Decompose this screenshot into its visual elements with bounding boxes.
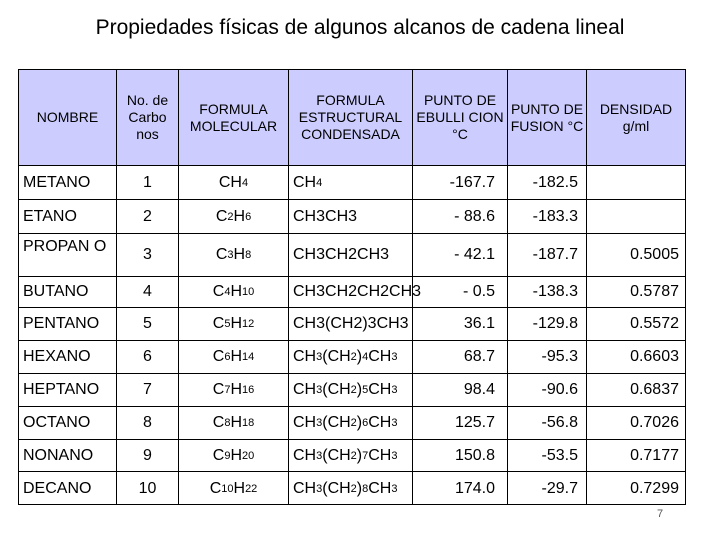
cell-densidad: 0.5005 — [587, 234, 685, 277]
cell-punto-ebullicion: -167.7 — [413, 166, 508, 200]
page-number: 7 — [656, 508, 664, 520]
cell-densidad: 0.6837 — [587, 374, 685, 407]
cell-formula-molecular: C 8 H 18 — [179, 407, 289, 440]
cell-nombre: BUTANO — [19, 277, 117, 308]
cell-densidad: 0.5787 — [587, 277, 685, 308]
cell-nombre: OCTANO — [19, 407, 117, 440]
cell-formula-molecular: C 4 H 10 — [179, 277, 289, 308]
cell-punto-ebullicion: 150.8 — [413, 440, 508, 472]
cell-formula-molecular: C 5 H 12 — [179, 308, 289, 341]
cell-nombre: ETANO — [19, 200, 117, 234]
cell-punto-ebullicion: 98.4 — [413, 374, 508, 407]
cell-nombre: HEXANO — [19, 341, 117, 374]
cell-nombre: PENTANO — [19, 308, 117, 341]
page-title: Propiedades físicas de algunos alcanos de cadena lineal — [95, 16, 625, 39]
cell-formula-estructural: CH3CH2CH3 — [289, 234, 413, 277]
cell-punto-fusion: -29.7 — [508, 472, 587, 505]
cell-formula-estructural: CH 3 (CH 2 ) 5 CH 3 — [289, 374, 413, 407]
cell-formula-molecular: C 10 H 22 — [179, 472, 289, 505]
cell-densidad — [587, 200, 685, 234]
cell-formula-estructural: CH3CH3 — [289, 200, 413, 234]
cell-carbonos: 9 — [117, 440, 179, 472]
cell-densidad: 0.7026 — [587, 407, 685, 440]
cell-carbonos: 4 — [117, 277, 179, 308]
cell-punto-ebullicion: 174.0 — [413, 472, 508, 505]
cell-nombre: METANO — [19, 166, 117, 200]
cell-punto-fusion: -90.6 — [508, 374, 587, 407]
cell-formula-estructural: CH 3 (CH 2 ) 6 CH 3 — [289, 407, 413, 440]
cell-densidad: 0.6603 — [587, 341, 685, 374]
cell-formula-molecular: C 3 H 8 — [179, 234, 289, 277]
cell-punto-ebullicion: 36.1 — [413, 308, 508, 341]
header-formula-molecular: FORMULA MOLECULAR — [179, 70, 289, 166]
header-densidad: DENSIDAD g/ml — [587, 70, 685, 166]
cell-nombre: DECANO — [19, 472, 117, 505]
cell-carbonos: 1 — [117, 166, 179, 200]
cell-carbonos: 7 — [117, 374, 179, 407]
cell-nombre: PROPAN O — [19, 234, 117, 277]
cell-nombre: NONANO — [19, 440, 117, 472]
cell-punto-fusion: -182.5 — [508, 166, 587, 200]
header-punto-fusion: PUNTO DE FUSION °C — [508, 70, 587, 166]
cell-punto-fusion: -129.8 — [508, 308, 587, 341]
cell-punto-ebullicion: 68.7 — [413, 341, 508, 374]
cell-carbonos: 10 — [117, 472, 179, 505]
cell-carbonos: 6 — [117, 341, 179, 374]
cell-carbonos: 5 — [117, 308, 179, 341]
cell-densidad: 0.7299 — [630, 479, 679, 497]
cell-densidad — [587, 166, 685, 200]
cell-punto-fusion: -53.5 — [508, 440, 587, 472]
cell-formula-molecular: C 6 H 14 — [179, 341, 289, 374]
cell-punto-fusion: -187.7 — [508, 234, 587, 277]
header-punto-ebullicion: PUNTO DE EBULLI CION °C — [413, 70, 508, 166]
cell-formula-estructural: CH3CH2CH2CH3 — [289, 277, 413, 308]
cell-formula-estructural: CH 4 — [289, 166, 413, 200]
cell-formula-estructural: CH 3 (CH 2 ) 4 CH 3 — [289, 341, 413, 374]
cell-densidad: 0.5572 — [587, 308, 685, 341]
cell-formula-estructural: CH 3 (CH 2 ) 7 CH 3 — [289, 440, 413, 472]
cell-formula-estructural: CH3(CH2)3CH3 — [289, 308, 413, 341]
cell-densidad: 0.7177 — [587, 440, 685, 472]
header-nombre: NOMBRE — [19, 70, 117, 166]
cell-formula-molecular: C 7 H 16 — [179, 374, 289, 407]
cell-carbonos: 8 — [117, 407, 179, 440]
cell-formula-molecular: C 9 H 20 — [179, 440, 289, 472]
cell-formula-molecular: C 2 H 6 — [179, 200, 289, 234]
cell-punto-fusion: -95.3 — [508, 341, 587, 374]
cell-punto-ebullicion: - 88.6 — [413, 200, 508, 234]
header-carbonos: No. de Carbo nos — [117, 70, 179, 166]
cell-formula-estructural: CH 3 (CH 2 ) 8 CH 3 — [289, 472, 413, 505]
alkanes-table — [18, 69, 686, 505]
cell-punto-ebullicion: - 42.1 — [413, 234, 508, 277]
cell-carbonos: 3 — [117, 234, 179, 277]
cell-punto-ebullicion: 125.7 — [413, 407, 508, 440]
cell-punto-fusion: -56.8 — [508, 407, 587, 440]
cell-nombre: HEPTANO — [19, 374, 117, 407]
cell-punto-ebullicion: - 0.5 — [413, 277, 508, 308]
cell-punto-fusion: -138.3 — [508, 277, 587, 308]
cell-punto-fusion: -183.3 — [508, 200, 587, 234]
cell-carbonos: 2 — [117, 200, 179, 234]
header-formula-estructural: FORMULA ESTRUCTURAL CONDENSADA — [289, 70, 413, 166]
cell-formula-molecular: CH 4 — [179, 166, 289, 200]
